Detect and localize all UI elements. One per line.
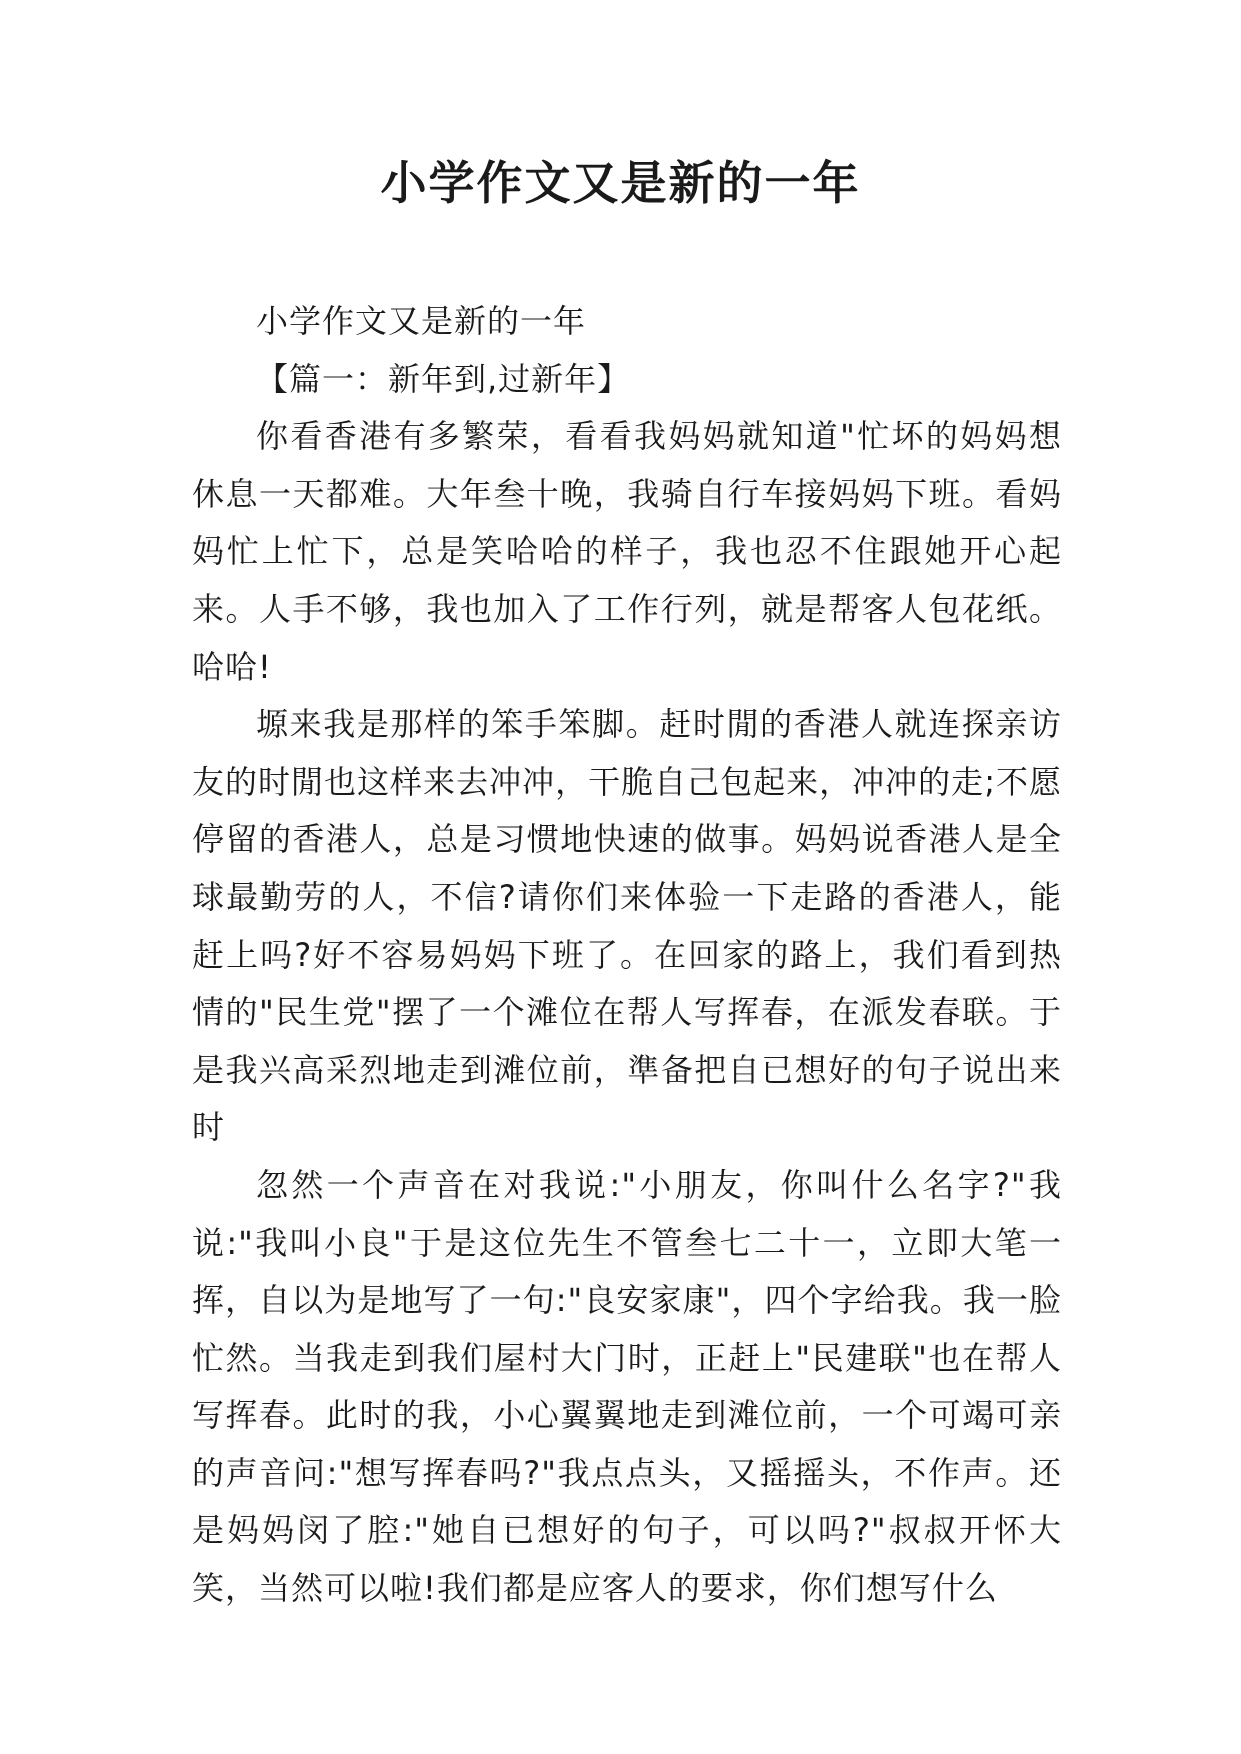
document-title: 小学作文又是新的一年 [380,156,861,210]
body-paragraph-section-heading: 【篇一：新年到,过新年】 [256,359,631,398]
document-body [192,293,1062,1618]
body-paragraph-2: 塬来我是那样的笨手笨脚。赶时閒的香港人就连探亲访友的时閒也这样来去冲冲，干脆自己包起来，冲冲的走;不愿停留的香港人，总是习惯地快速的做事。妈妈说香港人是全球最勤劳的人，不信?请你们来体验一下走路的香港人，能赶上吗?好不容易妈妈下班了。在回家的路上，我们看到热情的"民生党"摆了一个滩位在帮人写挥春，在派发春联。于是我兴高采烈地走到滩位前，準备把自已想好的句子说出来时 [192,705,1062,1147]
body-paragraph-subtitle: 小学作文又是新的一年 [256,302,587,340]
body-paragraph-1: 你看香港有多繁荣，看看我妈妈就知道"忙坏的妈妈想休息一天都难。大年叁十晚，我骑自行车接妈妈下班。看妈妈忙上忙下，总是笑哈哈的样子，我也忍不住跟她开心起来。人手不够，我也加入了工作行列，就是帮客人包花纸。哈哈! [192,417,1062,686]
body-paragraph-3: 忽然一个声音在对我说:"小朋友，你叫什么名字?"我说:"我叫小良"于是这位先生不管叁七二十一，立即大笔一挥，自以为是地写了一句:"良安家康"，四个字给我。我一脸忙然。当我走到我们屋村大门时，正赶上"民建联"也在帮人写挥春。此时的我，小心翼翼地走到滩位前，一个可竭可亲的声音问:"想写挥春吗?"我点点头，又摇摇头，不作声。还是妈妈闵了腔:"她自已想好的句子，可以吗?"叔叔开怀大笑，当然可以啦!我们都是应客人的要求，你们想写什么 [192,1165,1062,1608]
